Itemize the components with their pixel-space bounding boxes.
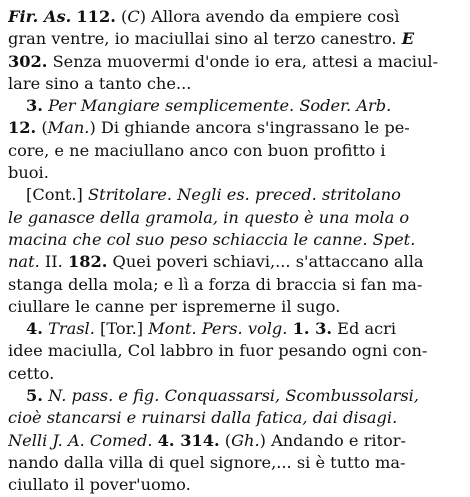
text-line [8, 117, 462, 139]
text-line [8, 162, 462, 184]
text-line [8, 251, 462, 273]
text-segment: idee maciulla, Col labbro in fuor pesando ogni con- [8, 341, 428, 361]
text-segment: le ganasce della gramola, in questo è una mola o [8, 207, 410, 227]
text-line [8, 363, 462, 385]
text-line [8, 474, 462, 496]
text-segment: cioè stancarsi e ruinarsi dalla fatica, dai disagi. [8, 408, 398, 428]
text-segment: ( [36, 118, 48, 138]
text-segment: 302. [8, 51, 48, 71]
text-line [8, 51, 462, 73]
text-line [8, 140, 462, 162]
text-segment: Gh. [231, 430, 260, 450]
text-segment: cetto. [8, 363, 55, 383]
text-segment: Stritolare. Negli es. preced. stritolano [87, 185, 401, 205]
text-segment: E [401, 29, 415, 49]
text-segment: ciullato il pover'uomo. [8, 475, 191, 495]
text-segment: macina che col suo peso schiaccia le canne. Spet. [8, 229, 416, 249]
text-segment: 3. [26, 96, 43, 116]
text-line [8, 184, 462, 206]
text-line [8, 229, 462, 251]
text-segment: Mont. Pers. volg. [148, 319, 288, 339]
text-segment: gran ventre, io maciullai sino al terzo canestro. [8, 29, 402, 49]
text-line [8, 73, 462, 95]
text-segment: 4. 314. [157, 430, 220, 450]
text-segment: core, e ne maciullano anco con buon profitto i [8, 140, 386, 160]
text-segment: 112. [76, 7, 116, 26]
text-segment: Man. [47, 118, 90, 138]
text-line [8, 452, 462, 474]
text-segment: stanga della mola; e lì a forza di braccia si fan ma- [8, 274, 423, 294]
text-segment: 12. [8, 118, 37, 138]
text-segment: Trasl. [48, 319, 95, 339]
text-segment: [Cont.] [26, 185, 88, 205]
text-line [8, 318, 462, 340]
text-line [8, 340, 462, 362]
text-line [8, 296, 462, 318]
text-segment: [Tor.] [94, 319, 149, 339]
text-segment: N. pass. e fig. Conquassarsi, Scombussolarsi, [48, 386, 419, 406]
text-segment: II. [39, 252, 68, 272]
text-segment: Per Mangiare semplicemente. Soder. Arb. [48, 96, 392, 116]
text-line [8, 207, 462, 229]
text-line [8, 274, 462, 296]
text-segment: 5. [26, 386, 43, 406]
text-line [8, 407, 462, 429]
text-segment: buoi. [8, 163, 49, 183]
text-segment: ) Allora avendo da empiere così [139, 7, 400, 26]
text-segment: ciullare le canne per ispremerne il sugo. [8, 296, 341, 316]
text-segment: C [127, 7, 140, 26]
text-segment: 4. [26, 319, 43, 339]
text-segment: Fir. As. [8, 7, 72, 26]
text-segment: Quei poveri schiavi,... s'attaccano alla [107, 252, 424, 272]
text-segment: ( [115, 7, 128, 26]
text-segment: nando dalla villa di quel signore,... si è tutto ma- [8, 452, 406, 472]
text-segment: 182. [67, 252, 108, 272]
text-segment: nat. [8, 252, 40, 272]
text-segment: Ed acri [332, 319, 397, 339]
text-segment: ) Di ghiande ancora s'ingrassano le pe- [89, 118, 410, 138]
text-segment: lare sino a tanto che... [8, 73, 192, 93]
text-line [8, 28, 462, 50]
text-line [8, 6, 462, 28]
text-line [8, 385, 462, 407]
text-segment: Senza muovermi d'onde io era, attesi a maciul- [47, 51, 439, 71]
text-segment: 1. 3. [292, 319, 332, 339]
text-line [8, 430, 462, 452]
text-segment: ( [219, 430, 232, 450]
text-segment: ) Andando e ritor- [259, 430, 406, 450]
text-segment: Nelli J. A. Comed. [8, 430, 153, 450]
text-line [8, 95, 462, 117]
